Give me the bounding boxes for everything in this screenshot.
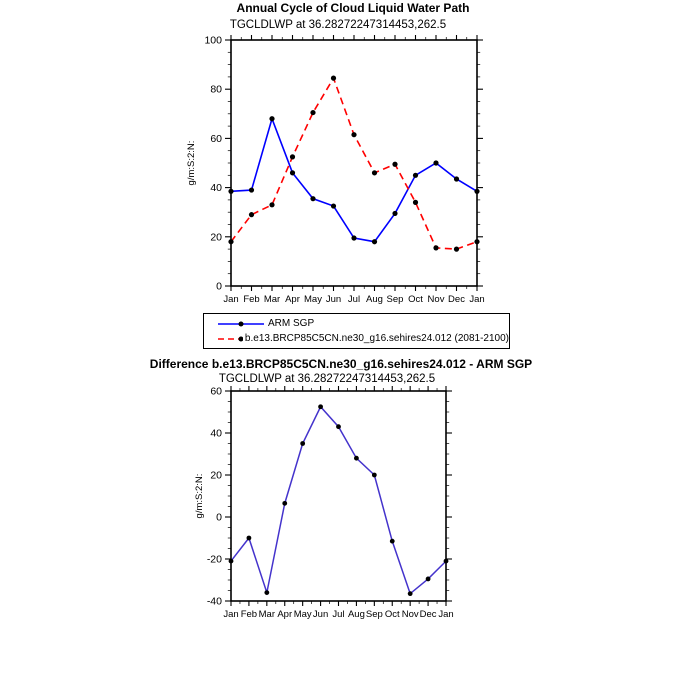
chart1-series-1-marker [249,212,254,217]
chart2-series-0-marker [282,501,287,506]
legend-item-model-run [204,331,509,346]
chart1-series-0-marker [372,239,377,244]
chart2-series-0-line [231,407,446,594]
svg-text:Jun: Jun [325,294,342,305]
svg-text:Sep: Sep [386,294,404,305]
legend-item-arm-sgp [204,316,509,331]
svg-text:0: 0 [216,511,222,524]
chart1-series-0-marker [413,173,418,178]
svg-text:20: 20 [210,231,222,244]
svg-text:May: May [293,609,312,620]
chart2-series-0-marker [408,591,413,596]
chart2-series-0-marker [336,424,341,429]
chart2-frame [231,391,446,601]
svg-text:60: 60 [210,385,222,398]
chart1-series-1-marker [372,170,377,175]
chart1-ylabel: g/m:S:2:N: [186,140,197,186]
chart2-series-0-marker [264,590,269,595]
legend-dashed-line-icon [216,332,243,346]
svg-text:20: 20 [210,469,222,482]
svg-text:Mar: Mar [263,294,281,305]
svg-text:-40: -40 [206,595,222,608]
svg-text:100: 100 [204,34,222,47]
chart1-series-0-marker [310,196,315,201]
chart1-series-1-marker [474,239,479,244]
svg-text:-20: -20 [206,553,222,566]
chart2-series-0-marker [318,404,323,409]
chart2-series-0-marker [372,473,377,478]
svg-text:Aug: Aug [347,609,365,620]
chart1-series-0-marker [228,189,233,194]
legend-label-arm-sgp: ARM SGP [268,318,315,329]
chart2-series-0-marker [229,559,234,564]
chart1-title: Annual Cycle of Cloud Liquid Water Path [236,1,470,15]
chart1-series-1-marker [310,110,315,115]
svg-text:Feb: Feb [243,294,260,305]
chart2-series-0-marker [300,441,305,446]
chart1-series-0-marker [331,203,336,208]
chart1-series-1-marker [331,76,336,81]
svg-text:Jan: Jan [469,294,485,305]
chart2-subtitle: TGCLDLWP at 36.28272247314453,262.5 [218,373,436,385]
svg-text:Sep: Sep [365,609,383,620]
chart2-series-0-marker [247,536,252,541]
chart1-series-0-marker [249,187,254,192]
svg-text:Dec: Dec [419,609,437,620]
svg-text:Feb: Feb [240,609,258,620]
chart2-series-0-marker [444,559,449,564]
chart1-series-1-marker [351,132,356,137]
chart1-subtitle: TGCLDLWP at 36.28272247314453,262.5 [229,19,447,31]
chart1-series-0-marker [351,235,356,240]
legend [203,313,510,349]
chart1-series-1-marker [392,162,397,167]
svg-text:Jan: Jan [223,294,239,305]
chart2-series-0-marker [354,456,359,461]
chart1-series-1-marker [413,200,418,205]
chart1-series-1-marker [290,154,295,159]
svg-text:40: 40 [210,182,222,195]
svg-text:Jul: Jul [347,294,361,305]
chart1-series-1-line [231,78,477,249]
chart1-series-0-marker [433,160,438,165]
chart2-ylabel: g/m:S:2:N: [194,473,205,519]
chart2-title: Difference b.e13.BRCP85C5CN.ne30_g16.sehires24.012 - ARM SGP [149,357,533,371]
chart1-frame [231,40,477,286]
svg-text:Oct: Oct [408,294,423,305]
svg-text:Jun: Jun [312,609,329,620]
svg-text:Jan: Jan [438,609,454,620]
svg-text:60: 60 [210,132,222,145]
svg-text:May: May [304,294,322,305]
svg-text:40: 40 [210,427,222,440]
chart2-series-0-marker [390,539,395,544]
svg-text:80: 80 [210,83,222,96]
svg-text:Aug: Aug [366,294,383,305]
chart2-plot-area [194,386,454,621]
svg-text:Dec: Dec [448,294,465,305]
svg-text:Apr: Apr [285,294,300,305]
chart1-series-0-marker [290,170,295,175]
chart2-series-0-marker [426,577,431,582]
chart1-series-1-marker [228,239,233,244]
svg-text:Mar: Mar [258,609,276,620]
chart1-series-1-marker [433,245,438,250]
chart1-series-0-marker [454,176,459,181]
chart1-series-1-marker [454,247,459,252]
legend-solid-line-icon [216,317,266,331]
svg-text:Nov: Nov [401,609,419,620]
chart1-plot-area [186,35,485,306]
svg-text:Jan: Jan [223,609,239,620]
chart1-series-0-marker [269,116,274,121]
svg-text:Oct: Oct [384,609,400,620]
chart1-series-0-marker [474,189,479,194]
legend-label-model-run: b.e13.BRCP85C5CN.ne30_g16.sehires24.012 (2081-2100) [244,333,509,344]
chart1-series-1-marker [269,202,274,207]
chart1-series-0-marker [392,211,397,216]
svg-text:0: 0 [216,280,222,293]
svg-text:Jul: Jul [332,609,345,620]
svg-text:Nov: Nov [427,294,445,305]
svg-text:Apr: Apr [277,609,293,620]
